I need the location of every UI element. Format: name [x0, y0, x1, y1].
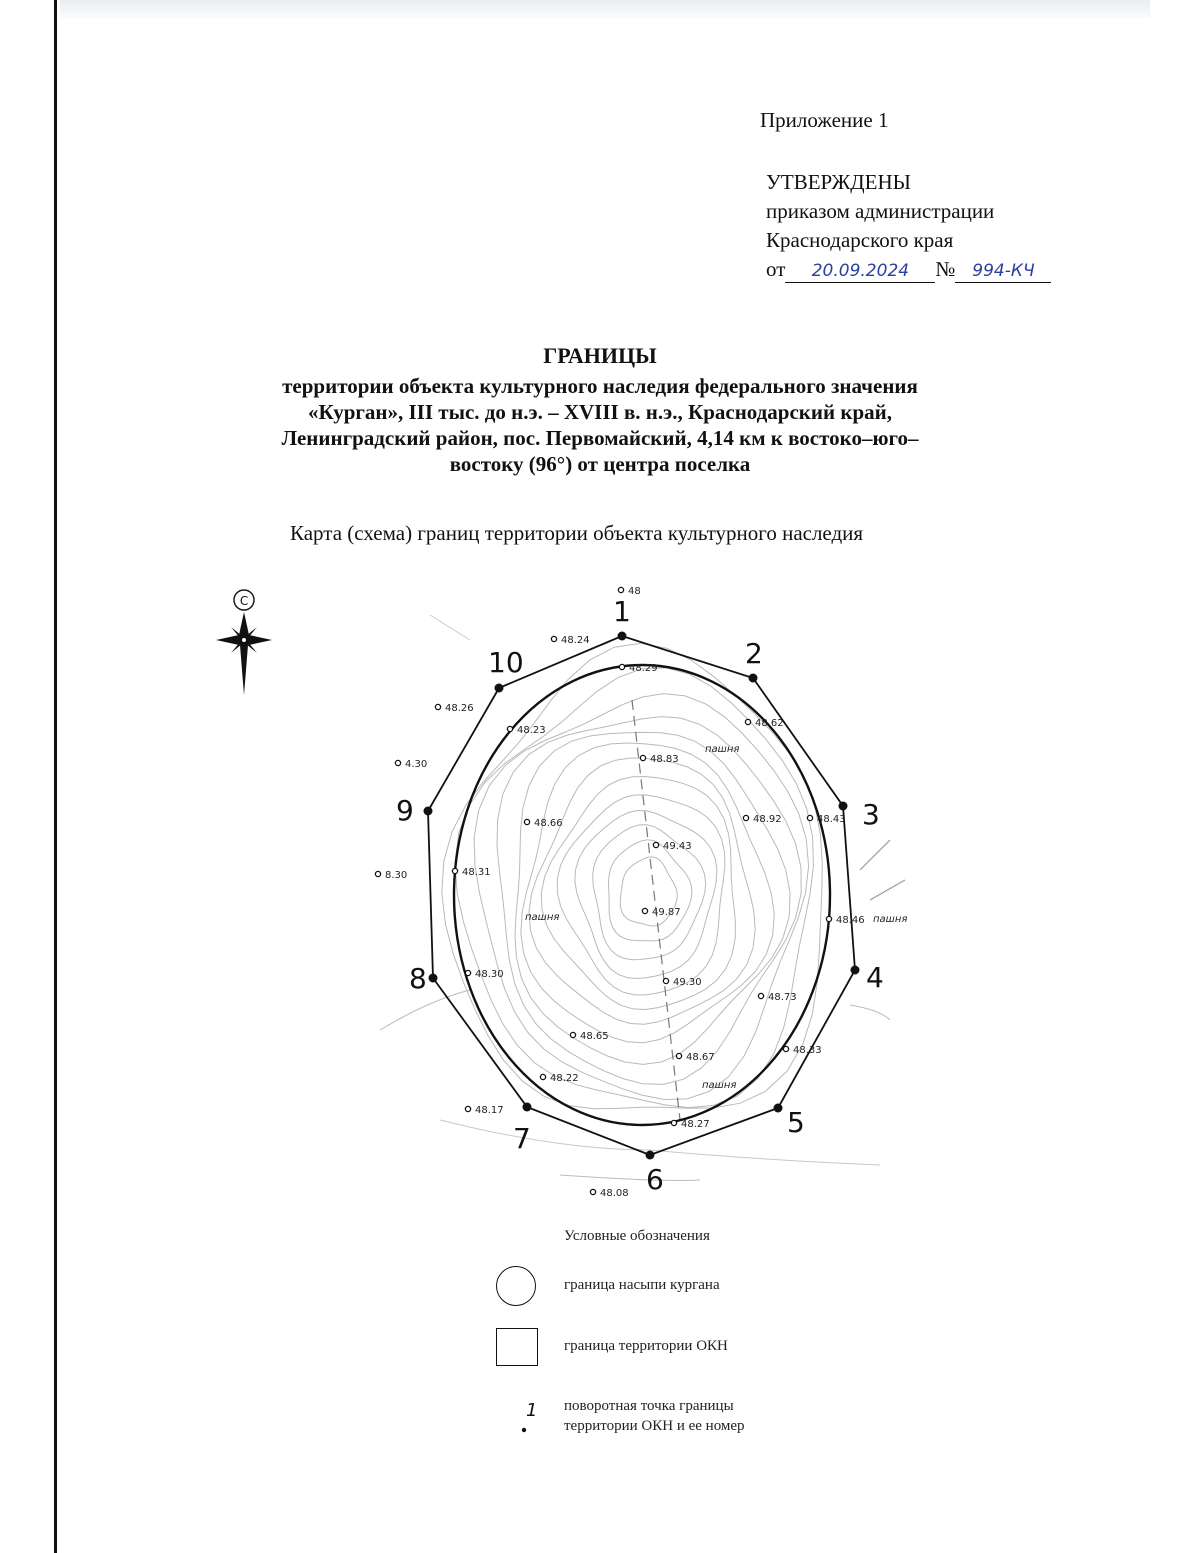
boundary-vertex: [429, 974, 438, 983]
elevation-label: 48.27: [681, 1119, 710, 1130]
approval-order-line1: приказом администрации: [766, 199, 995, 223]
boundary-vertex: [774, 1104, 783, 1113]
field-line: [870, 880, 905, 900]
legend-point-dot: [522, 1428, 526, 1432]
map-caption: Карта (схема) границ территории объекта культурного наследия: [290, 521, 864, 545]
land-use-label: пашня: [702, 1080, 737, 1091]
scan-edge-shadow: [60, 0, 1150, 18]
appendix-label: Приложение 1: [760, 108, 889, 132]
land-use-label: пашня: [873, 914, 908, 925]
elevation-label: 49.43: [663, 841, 692, 852]
elevation-label: 48: [628, 586, 641, 597]
boundary-point-labels: [396, 595, 884, 1196]
boundary-vertex: [618, 632, 627, 641]
elevation-point: [671, 1120, 676, 1125]
elevation-label: 48.33: [793, 1045, 822, 1056]
boundary-vertex: [424, 807, 433, 816]
elevation-label: 49.30: [673, 977, 702, 988]
elevation-point: [653, 842, 658, 847]
contour-line: [497, 717, 801, 1085]
boundary-vertex: [646, 1151, 655, 1160]
elevation-point: [524, 819, 529, 824]
number-prefix: №: [935, 257, 956, 281]
elevation-point: [745, 719, 750, 724]
elevation-point: [551, 636, 556, 641]
elevation-point: [507, 726, 512, 731]
elevation-point: [758, 993, 763, 998]
elevation-label: 48.67: [686, 1052, 715, 1063]
field-line: [560, 1175, 700, 1180]
elevation-label: 48.66: [534, 818, 563, 829]
field-line: [440, 1120, 880, 1165]
elevation-label: 48.30: [475, 969, 504, 980]
elevation-label: 48.08: [600, 1188, 629, 1199]
contour-line: [541, 777, 735, 1010]
heading-title: ГРАНИЦЫ: [543, 343, 657, 368]
compass-north-letter: С: [239, 594, 249, 608]
legend-point-number: 1: [526, 1400, 538, 1421]
document-heading: [200, 343, 1000, 477]
heading-line-1: территории объекта культурного наследия федерального значения: [282, 374, 918, 398]
boundary-point-number: 6: [646, 1163, 664, 1196]
legend-territory-label: граница территории ОКН: [564, 1338, 728, 1354]
elevation-point: [743, 815, 748, 820]
elevation-label: 48.43: [817, 814, 846, 825]
boundary-point-number: 9: [396, 794, 414, 827]
boundary-vertex: [839, 802, 848, 811]
boundary-vertex: [749, 674, 758, 683]
elevation-label: 48.46: [836, 915, 865, 926]
boundary-point-number: 5: [787, 1106, 805, 1139]
elevation-label: 48.73: [768, 992, 797, 1003]
elevation-label: 48.31: [462, 867, 491, 878]
elevation-point: [783, 1046, 788, 1051]
elevation-point: [807, 815, 812, 820]
boundary-point-number: 2: [745, 637, 763, 670]
territory-boundary: [428, 636, 855, 1155]
elevation-point: [663, 978, 668, 983]
contour-line: [442, 643, 823, 1108]
elevation-label: 48.83: [650, 754, 679, 765]
compass-rose: [216, 590, 272, 695]
contour-line: [474, 694, 808, 1100]
approval-order-line2: Краснодарского края: [766, 228, 954, 252]
elevation-label: 48.29: [629, 663, 658, 674]
boundary-point-number: 8: [409, 962, 427, 995]
approved-label: УТВЕРЖДЕНЫ: [766, 170, 911, 194]
date-prefix: от: [766, 257, 786, 281]
legend-circle-symbol: [496, 1266, 536, 1306]
boundary-point-number: 7: [513, 1122, 531, 1155]
elevation-point: [570, 1032, 575, 1037]
elevation-label: 48.23: [517, 725, 546, 736]
elevation-point: [375, 871, 380, 876]
land-use-label: пашня: [705, 744, 740, 755]
legend-point-symbol: [496, 1396, 536, 1436]
boundary-point-number: 1: [613, 595, 631, 628]
contour-line: [575, 811, 717, 979]
approval-date-line: [766, 255, 1051, 284]
field-line: [860, 840, 890, 870]
boundary-point-number: 10: [488, 646, 524, 679]
handwritten-date: 20.09.2024: [785, 260, 935, 283]
legend-point-label-2: территории ОКН и ее номер: [564, 1418, 745, 1434]
boundary-point-number: 4: [866, 961, 884, 994]
elevation-point: [642, 908, 647, 913]
handwritten-number: 994-КЧ: [955, 260, 1051, 283]
elevation-label: 48.26: [445, 703, 474, 714]
elevation-point: [452, 868, 457, 873]
elevation-label: 49.87: [652, 907, 681, 918]
elevation-label: 48.22: [550, 1073, 579, 1084]
field-line: [430, 615, 470, 640]
land-use-label: пашня: [525, 912, 560, 923]
heading-line-3: Ленинградский район, пос. Первомайский, 4,14 км к востоко–юго–: [281, 426, 919, 450]
elevation-point: [826, 916, 831, 921]
legend-mound-label: граница насыпи кургана: [564, 1277, 720, 1293]
legend-square-symbol: [496, 1328, 538, 1366]
contour-line: [521, 743, 775, 1043]
compass-south-arm: [240, 640, 248, 695]
elevation-label: 48.62: [755, 718, 784, 729]
elevation-label: 48.24: [561, 635, 590, 646]
contour-lines: [442, 643, 823, 1108]
elevation-label: 48.65: [580, 1031, 609, 1042]
elevation-point: [676, 1053, 681, 1058]
elevation-point: [435, 704, 440, 709]
heading-line-2: «Курган», III тыс. до н.э. – XVIII в. н.э., Краснодарский край,: [307, 400, 892, 424]
elevation-point: [619, 664, 624, 669]
compass-center: [242, 638, 247, 643]
elevation-point: [540, 1074, 545, 1079]
boundary-vertex: [851, 966, 860, 975]
elevation-point: [465, 1106, 470, 1111]
approval-block: [766, 168, 1051, 284]
elevation-label: 48.17: [475, 1105, 504, 1116]
boundary-point-number: 3: [862, 798, 880, 831]
boundary-vertex: [523, 1103, 532, 1112]
elevation-label: 48.92: [753, 814, 782, 825]
boundary-vertex: [495, 684, 504, 693]
elevation-point: [465, 970, 470, 975]
elevation-point: [590, 1189, 595, 1194]
legend-point-text: [564, 1396, 745, 1436]
legend-title: Условные обозначения: [564, 1228, 710, 1244]
heading-line-4: востоку (96°) от центра поселка: [449, 452, 751, 476]
elevation-point: [395, 760, 400, 765]
legend-point-label-1: поворотная точка границы: [564, 1398, 734, 1414]
elevation-label: 4.30: [405, 759, 428, 770]
boundary-map: [0, 570, 1200, 1230]
elevation-point: [618, 587, 623, 592]
field-line: [850, 1005, 890, 1020]
elevation-point: [640, 755, 645, 760]
elevation-label: 8.30: [385, 870, 408, 881]
